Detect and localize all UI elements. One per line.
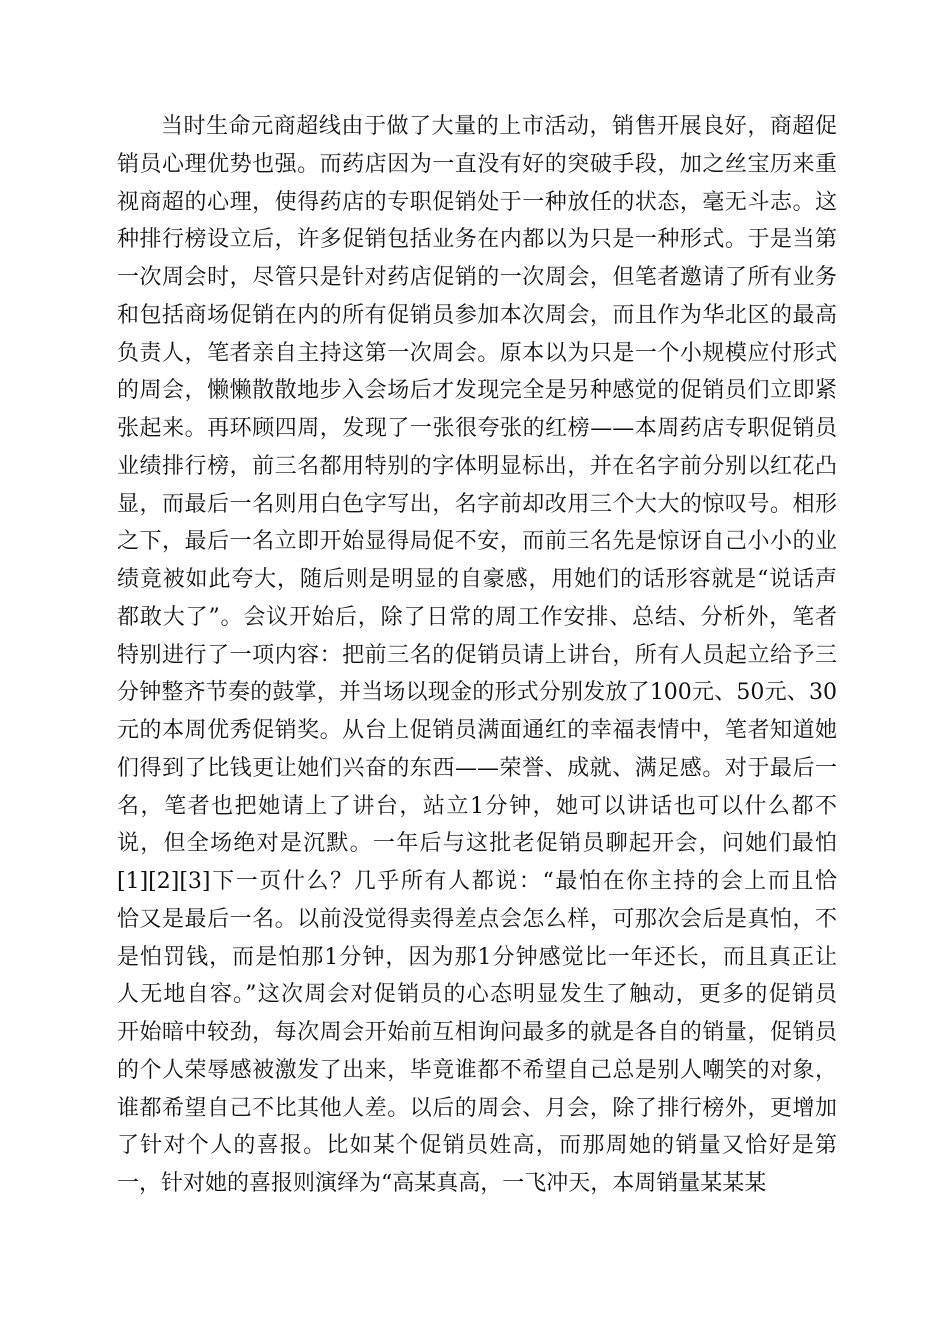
text-line-19: 名，笔者也把她请上了讲台，站立1分钟，她可以讲话也可以什么都不 [117,793,837,819]
text-line-9: 张起来。再环顾四周，发现了一张很夸张的红榜——本周药店专职促销员 [117,416,837,441]
text-line-15: 特别进行了一项内容：把前三名的促销员请上讲台，所有人员起立给予三 [117,642,837,668]
text-line-7: 负责人，笔者亲自主持这第一次周会。原本以为只是一个小规模应付形式 [117,340,837,366]
text-line-22: 恰又是最后一名。以前没觉得卖得差点会怎么样，可那次会后是真怕，不 [117,906,837,932]
text-line-8: 的周会，懒懒散散地步入会场后才发现完全是另种感觉的促销员们立即紧 [117,378,837,404]
text-line-21: [1][2][3]下一页什么？几乎所有人都说：“最怕在你主持的会上而且恰 [117,869,837,894]
text-line-14: 都敢大了”。会议开始后，除了日常的周工作安排、总结、分析外，笔者 [117,604,837,630]
text-line-17: 元的本周优秀促销奖。从台上促销员满面通红的幸福表情中，笔者知道她 [117,718,837,743]
text-line-26: 的个人荣辱感被激发了出来，毕竟谁都不希望自己总是别人嘲笑的对象， [117,1057,837,1083]
text-line-18: 们得到了比钱更让她们兴奋的东西——荣誉、成就、满足感。对于最后一 [117,755,837,781]
text-line-4: 种排行榜设立后，许多促销包括业务在内都以为只是一种形式。于是当第 [117,227,837,253]
text-line-29: 一，针对她的喜报则演绎为“高某真高，一飞冲天，本周销量某某某 [117,1171,767,1196]
text-line-11: 显，而最后一名则用白色字写出，名字前却改用三个大大的惊叹号。相形 [117,491,837,517]
text-line-5: 一次周会时，尽管只是针对药店促销的一次周会，但笔者邀请了所有业务 [117,265,837,290]
text-line-25: 开始暗中较劲，每次周会开始前互相询问最多的就是各自的销量，促销员 [117,1020,837,1045]
text-line-1: 当时生命元商超线由于做了大量的上市活动，销售开展良好，商超促 [161,114,837,139]
text-line-24: 人无地自容。”这次周会对促销员的心态明显发生了触动，更多的促销员 [117,982,837,1008]
text-line-28: 了针对个人的喜报。比如某个促销员姓高，而那周她的销量又恰好是第 [117,1133,837,1159]
text-line-23: 是怕罚钱，而是怕那1分钟，因为那1分钟感觉比一年还长，而且真正让 [117,944,837,970]
text-line-12: 之下，最后一名立即开始显得局促不安，而前三名先是惊讶自己小小的业 [117,529,837,555]
text-line-6: 和包括商场促销在内的所有促销员参加本次周会，而且作为华北区的最高 [117,302,837,328]
text-line-2: 销员心理优势也强。而药店因为一直没有好的突破手段，加之丝宝历来重 [117,151,837,177]
text-line-3: 视商超的心理，使得药店的专职促销处于一种放任的状态，毫无斗志。这 [117,189,837,215]
text-line-13: 绩竟被如此夸大，随后则是明显的自豪感，用她们的话形容就是“说话声 [117,567,837,592]
text-line-10: 业绩排行榜，前三名都用特别的字体明显标出，并在名字前分别以红花凸 [117,453,837,479]
body-paragraph [117,108,837,1203]
text-line-16: 分钟整齐节奏的鼓掌，并当场以现金的形式分别发放了100元、50元、30 [117,680,837,706]
text-line-20: 说，但全场绝对是沉默。一年后与这批老促销员聊起开会，问她们最怕 [117,831,837,857]
text-line-27: 谁都希望自己不比其他人差。以后的周会、月会，除了排行榜外，更增加 [117,1095,837,1121]
